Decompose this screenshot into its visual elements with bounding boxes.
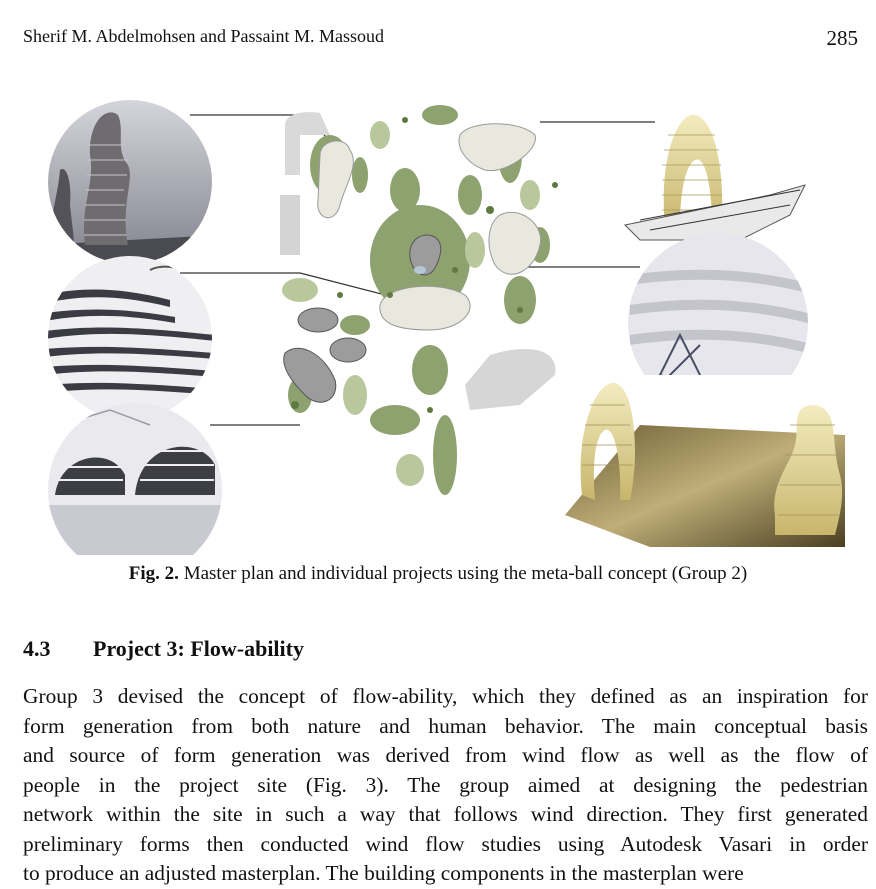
render-arch-tower xyxy=(625,115,805,240)
page-number: 285 xyxy=(826,26,858,50)
figure-caption-text: Master plan and individual projects using the meta-ball concept (Group 2) xyxy=(183,563,748,584)
section-heading xyxy=(23,636,304,662)
running-header-authors: Sherif M. Abdelmohsen and Passaint M. Massoud xyxy=(23,26,384,46)
body-line: and source of form generation was derived from wind flow as well as the flow of xyxy=(23,743,868,767)
figure-master-plan xyxy=(0,95,876,555)
body-line: people in the project site (Fig. 3). The group aimed at designing the pedestrian xyxy=(23,772,868,797)
section-title: Project 3: Flow-ability xyxy=(93,636,304,661)
body-line: Group 3 devised the concept of flow-ability, which they defined as an inspiration for xyxy=(23,684,868,708)
render-circle-layers xyxy=(40,250,220,430)
body-line: to produce an adjusted masterplan. The building components in the masterplan were xyxy=(23,861,744,885)
body-line: preliminary forms then conducted wind flow studies using Autodesk Vasari in order xyxy=(23,831,868,856)
render-circle-domes xyxy=(45,400,225,555)
master-plan-drawing xyxy=(280,105,558,495)
figure-label: Fig. 2. xyxy=(128,563,179,584)
body-line: network within the site in such a way that follows wind direction. They first generated xyxy=(23,802,868,826)
render-circle-towers xyxy=(40,95,220,275)
model-photo xyxy=(565,375,845,547)
section-number: 4.3 xyxy=(23,636,51,661)
body-line: form generation from both nature and human behavior. The main conceptual basis xyxy=(23,713,868,738)
figure-caption xyxy=(0,563,876,585)
body-paragraph xyxy=(23,682,868,889)
